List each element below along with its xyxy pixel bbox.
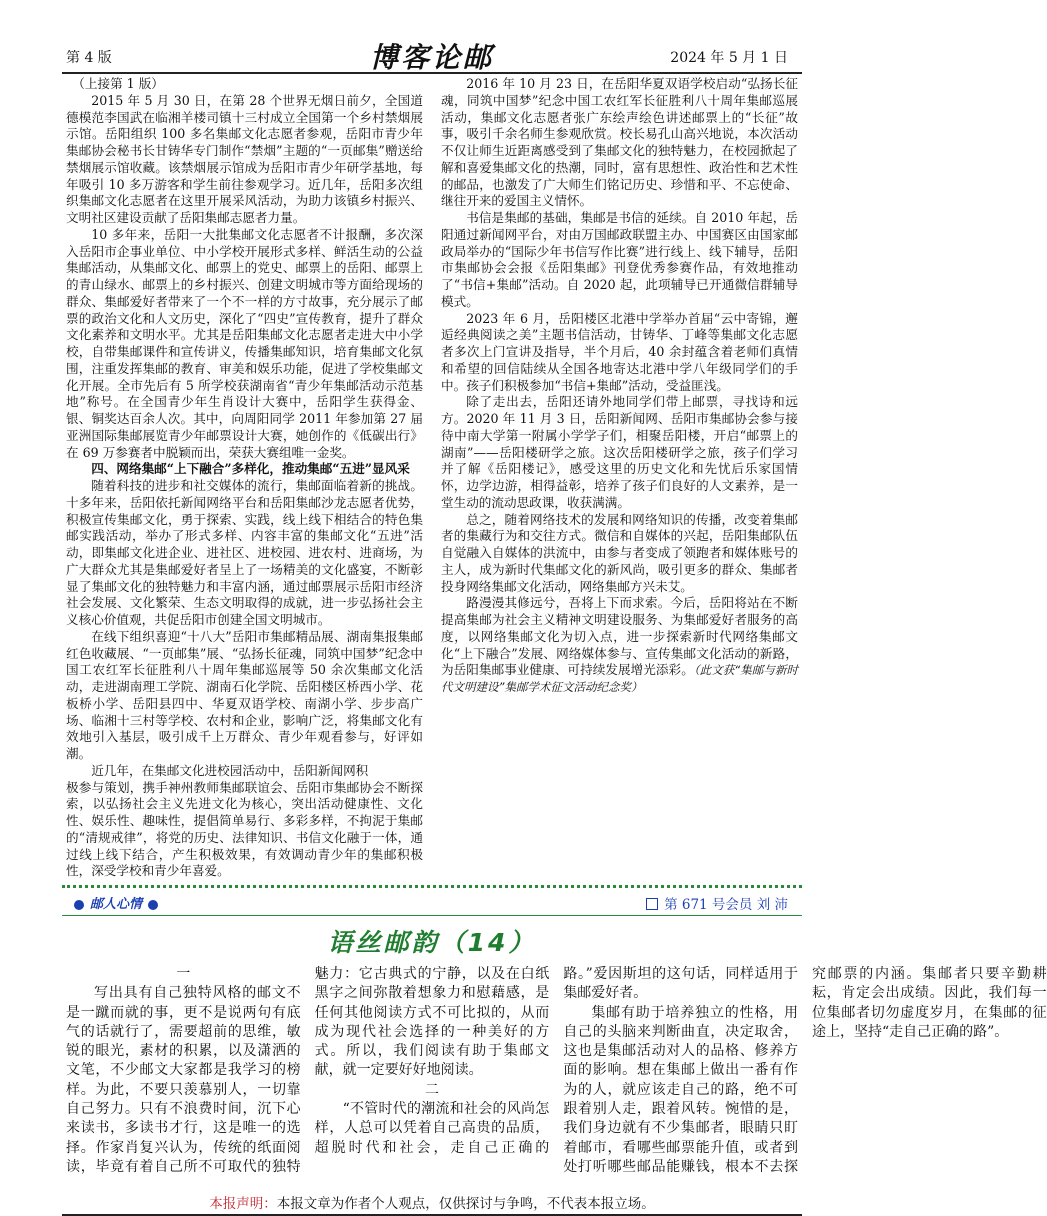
page-header (62, 36, 802, 72)
article-body-two-column (66, 76, 798, 881)
paragraph: 极参与策划，携手神州教师集邮联谊会、岳阳市集邮协会不断探索，以弘扬社会主义先进文化为核心，突出活动健康性、文化性、娱乐性、趣味性，提倡简单易行、多彩多样，不拘泥于集邮的“清规戒律”，将党的历史、法律知识、书信文化融于一体，通过线上线下结合，产生积极效果，有效调动青少年的集邮积极性，深受学校和青少年喜爱。 (66, 779, 423, 879)
section-number: 二 (424, 1081, 439, 1098)
paragraph: 2016 年 10 月 23 日，在岳阳华夏双语学校启动“弘扬长征魂，同筑中国梦”纪念中国工农红军长征胜利八十周年集邮巡展活动，集邮文化志愿者张广东绘声绘色讲述邮票上的“长征”故事，吸引千余名师生参观欣赏。校长易孔山高兴地说，本次活动不仅让师生近距离感受到了集邮文化的独特魅力，在校园掀起了解和喜爱集邮文化的热潮，同时，富有思想性、政治性和艺术性的邮品，也激发了广大师生们铭记历史、珍惜和平、不忘使命、继往开来的爱国主义情怀。 (441, 76, 798, 209)
section-heading: 四、网络集邮“上下融合”多样化，推动集邮“五进”显风采 (91, 461, 410, 477)
byline-text: 第 671 号会员 刘 沛 (664, 897, 788, 913)
paragraph: 10 多年来，岳阳一大批集邮文化志愿者不计报酬，多次深入岳阳市企事业单位、中小学校开展形式多样、鲜活生动的公益集邮活动，从集邮文化、邮票上的党史、邮票上的岳阳、邮票上的青山绿水、邮票上的乡村振兴、创建文明城市等方面给现场的群众、集邮爱好者带来了一个不一样的方寸故事，充分展示了邮票的政治文化和人文历史，深化了“四史”宣传教育，提升了群众文化素养和文明水平。尤其是岳阳集邮文化志愿者走进大中小学校，自带集邮课件和宣传讲义，传播集邮知识，培育集邮文化氛围，注重发挥集邮的教育、审美和娱乐功能，促进了学校集邮文化开展。全市先后有 5 所学校获湖南省“青少年集邮活动示范基地”称号。在全国青少年生肖设计大赛中，岳阳学生获得金、银、铜奖达百余人次。其中，向周阳同学 2011 年参加第 27 届亚洲国际集邮展览青少年邮票设计大赛，她创作的《低碳出行》在 69 万参赛者中脱颖而出，荣获大赛组唯一金奖。 (66, 226, 423, 460)
author-byline (646, 893, 788, 913)
continued-marker: （上接第 1 版） (72, 76, 164, 91)
bullet-dot-icon (148, 900, 158, 910)
header-rule (62, 72, 802, 74)
paragraph: “不管时代的潮流和社会的风尚怎样，人总可以凭着自己高贵的品质，超脱时代和社会，走自己正确的路。”爱因斯坦的这句话，同样适用于集邮爱好者。 (314, 966, 798, 1156)
column-label-text: 邮人心情 (90, 897, 143, 912)
bullet-dot-icon (74, 900, 84, 910)
newspaper-page (62, 36, 1047, 1212)
paragraph (441, 595, 798, 696)
paragraph: 总之，随着网络技术的发展和网络知识的传播，改变着集邮者的集藏行为和交往方式。微信和自媒体的兴起，岳阳集邮队伍自觉融入自媒体的洪流中，由参与者变成了领跑者和媒体账号的主人，成为新时代集邮文化的新风尚，吸引更多的群众、集邮者投身网络集邮文化活动，网络集邮方兴未艾。 (441, 511, 798, 594)
paragraph: 写出具有自己独特风格的邮文不是一蹴而就的事，更不是说两句有底气的话就行了，需要超前的思维，敏锐的眼光，素材的积累，以及潇洒的文笔，不少邮文大家都是我学习的榜样。为此，不要只羡慕别人，一切靠自己努力。只有不浪费时间，沉下心来读书，多读书才行，这是唯一的选择。作家肖复兴认为，传统的纸面阅读，毕竟有着自己所不可取代的独特魅力：它古典式的宁静，以及在白纸黑字之间弥散着想象力和慰藉感，是任何其他阅读方式不可比拟的，从而成为现代社会选择的一种美好的方式。所以，我们阅读有助于集邮文献，就一定要好好地阅读。 (66, 966, 550, 1175)
issue-date: 2024 年 5 月 1 日 (670, 50, 788, 66)
paragraph-text: 路漫漫其修远兮，吾将上下而求索。今后，岳阳将站在不断提高集邮为社会主义精神文明建设服务、为集邮爱好者服务的高度，以网络集邮文化为切入点，进一步探索新时代网络集邮文化“上下融合”发展、网络媒体参与、宣传集邮文化活动的新路，为岳阳集邮事业健康、可持续发展增光添彩。 (441, 595, 798, 678)
article-body-three-column (66, 965, 1047, 1187)
paragraph: 除了走出去，岳阳还请外地同学们带上邮票，寻找诗和远方。2020 年 11 月 3 日，岳阳新闻网、岳阳市集邮协会参与接待中南大学第一附属小学学子们，相聚岳阳楼，开启“邮票上的湖南”——岳阳楼研学之旅。这次岳阳楼研学之旅，孩子们学习并了解《岳阳楼记》，感受这里的历史文化和先忧后乐家国情怀，边学边游，相得益彰，培养了孩子们良好的人文素养，是一堂生动的流动思政课，收获满满。 (441, 394, 798, 510)
award-note: （此文获“集邮与新时代文明建设”集邮学术征文活动纪念奖） (441, 663, 799, 694)
article-title: 语丝邮韵（14） (327, 928, 537, 957)
paragraph: 集邮有助于培养独立的性格，用自己的头脑来判断曲直，决定取舍，这也是集邮活动对人的品格、修养方面的影响。想在集邮上做出一番有作为的人，就应该走自己的路，绝不可跟着别人走，跟着风转。惋惜的是，我们身边就有不少集邮者，眼睛只盯着邮市，看哪些邮票能升值，或者到处打听哪些邮品能赚钱，根本不去探究邮票的内涵。集邮者只要辛勤耕耘，肯定会出成绩。因此，我们每一位集邮者切勿虚度岁月，在集邮的征途上，坚持“走自己正确的路”。 (563, 966, 1047, 1175)
edition-number: 第 4 版 (66, 50, 112, 66)
paragraph: 随着科技的进步和社交媒体的流行，集邮面临着新的挑战。十多年来，岳阳依托新闻网络平台和岳阳集邮沙龙志愿者优势，积极宣传集邮文化，勇于探索、实践，线上线下相结合的特色集邮实践活动，举办了形式多样、内容丰富的集邮文化“五进”活动，即集邮文化进企业、进社区、进校园、进农村、进商场，为广大群众尤其是集邮爱好者呈上了一场精美的文化盛宴，不断彰显了集邮文化的独特魅力和丰富内涵，通过邮票展示岳阳市经济社会发展、文化繁荣、生态文明取得的成就，进一步弘扬社会主义核心价值观，共促岳阳市创建全国文明城市。 (66, 478, 423, 627)
disclaimer-label: 本报声明： (209, 1196, 277, 1212)
section-number: 一 (176, 966, 191, 982)
disclaimer-text: 本报文章为作者个人观点，仅供探讨与争鸣，不代表本报立场。 (276, 1196, 655, 1212)
square-box-icon (646, 898, 658, 910)
column-bar (62, 893, 802, 913)
masthead-title: 博客论邮 (369, 41, 494, 74)
dotted-divider (62, 885, 802, 888)
paragraph: 2015 年 5 月 30 日，在第 28 个世界无烟日前夕，全国道德模范李国武在临湘羊楼司镇十三村成立全国第一个乡村禁烟展示馆。岳阳组织 100 多名集邮文化志愿者参观，岳阳市青少年集邮协会秘书长甘铸华专门制作“禁烟”主题的“一页邮集”赠送给禁烟展示馆收藏。该禁烟展示馆成为岳阳市青少年研学基地，每年吸引 10 多万游客和学生前往参观学习。近几年，岳阳多次组织集邮文化志愿者在这里开展采风活动，为助力该镇乡村振兴、文明社区建设贡献了岳阳集邮志愿者力量。 (66, 92, 423, 225)
column-label (68, 893, 164, 912)
paragraph: 近几年，在集邮文化进校园活动中，岳阳新闻网积 (91, 762, 369, 778)
paragraph: 2023 年 6 月，岳阳楼区北港中学举办首届“云中寄锦，邂逅经典阅读之美”主题书信活动，甘铸华、丁峰等集邮文化志愿者多次上门宣讲及指导，半个月后，40 余封蕴含着老师们真情和希望的回信陆续从全国各地寄达北港中学八年级同学们的手中。孩子们积极参加“书信+集邮”活动，受益匪浅。 (441, 310, 798, 393)
paragraph: 在线下组织喜迎“十八大”岳阳市集邮精品展、湖南集报集邮红色收藏展、“一页邮集”展、“弘扬长征魂，同筑中国梦”纪念中国工农红军长征胜利八十周年集邮巡展等 50 余次集邮文化活动，走进湖南理工学院、湖南石化学院、岳阳楼区桥西小学、花板桥小学、岳阳县四中、华夏双语学校、南湖小学、步步高广场、临湘十三村等学校、农村和企业，影响广泛，将集邮文化有效地引入基层，吸引成千上万群众、青少年观看参与，好评如潮。 (66, 628, 423, 761)
disclaimer (62, 1192, 802, 1212)
column-rule (62, 915, 802, 916)
paragraph: 书信是集邮的基础，集邮是书信的延续。自 2010 年起，岳阳通过新闻网平台，对由万国邮政联盟主办、中国赛区由国家邮政局举办的“国际少年书信写作比赛”进行线上、线下辅导，岳阳市集邮协会会报《岳阳集邮》刊登优秀参赛作品，有效地推动了“书信+集邮”活动。自 2020 起，此项辅导已开通微信群辅导模式。 (441, 210, 798, 309)
